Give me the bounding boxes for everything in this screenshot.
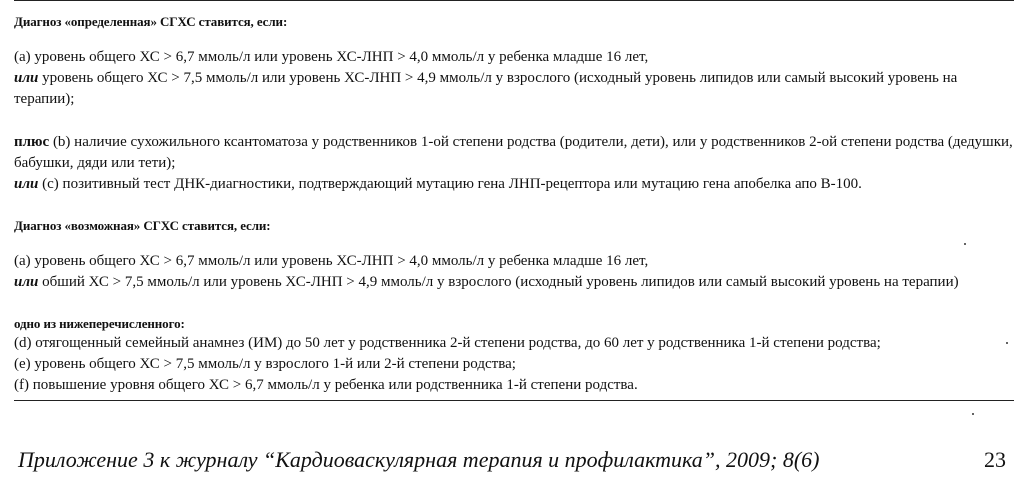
possible-diagnosis-heading: Диагноз «возможная» СГХС ставится, если:: [14, 218, 271, 233]
plus-word: плюс: [14, 134, 50, 150]
definite-criterion-adult-text: уровень общего ХС > 7,5 ммоль/л или уровень ХС-ЛНП > 4,9 ммоль/л у взрослого (исходный уровень липидов или самый высокий уровень на терапии);: [14, 70, 958, 107]
possible-criterion-adult-text: обший ХС > 7,5 ммоль/л или уровень ХС-ЛНП > 4,9 ммоль/л у взрослого (исходный уровень липидов или самый высокий уровень на терапии): [38, 274, 959, 290]
scan-speck: [964, 243, 966, 245]
one-of-following-heading: одно из нижеперечисленного:: [14, 316, 185, 331]
criterion-f: (f) повышение уровня общего ХС > 6,7 ммоль/л у ребенка или родственника 1-й степени родства.: [14, 377, 638, 393]
page-footer: [18, 445, 1018, 475]
criterion-e: (е) уровень общего ХС > 7,5 ммоль/л у взрослого 1-й или 2-й степени родства;: [14, 356, 516, 372]
definite-criterion-c-text: (с) позитивный тест ДНК-диагностики, подтверждающий мутацию гена ЛНП-рецептора или мутацию гена апобелка апо В-100.: [38, 176, 862, 192]
definite-criterion-b: [14, 132, 1014, 174]
page-number: 23: [984, 447, 1006, 472]
or-word: или: [14, 70, 39, 86]
possible-criterion-adult: [14, 272, 1014, 293]
definite-criterion-a: (а) уровень общего ХС > 6,7 ммоль/л или уровень ХС-ЛНП > 4,0 ммоль/л у ребенка младше 16 лет,: [14, 49, 649, 65]
definite-criterion-b-text: (b) наличие сухожильного ксантоматоза у родственников 1-ой степени родства (родители, дети), или у родственников 2-ой степени родства (дедушки, бабушки, дяди или тети);: [14, 134, 1013, 171]
scan-speck: [1006, 342, 1008, 344]
journal-citation: Приложение 3 к журналу “Кардиоваскулярная терапия и профилактика”, 2009; 8(6): [18, 447, 820, 472]
criteria-box: [14, 0, 1014, 401]
definite-criterion-c: [14, 174, 1014, 195]
definite-criterion-adult: [14, 68, 1014, 110]
scan-speck: [972, 413, 974, 415]
or-word: или: [14, 274, 39, 290]
possible-criterion-a: (а) уровень общего ХС > 6,7 ммоль/л или уровень ХС-ЛНП > 4,0 ммоль/л у ребенка младше 16 лет,: [14, 253, 649, 269]
or-word: или: [14, 176, 39, 192]
criterion-d: (d) отягощенный семейный анамнез (ИМ) до 50 лет у родственника 2-й степени родства, до 60 лет у родственника 1-й степени родства;: [14, 335, 881, 351]
definite-diagnosis-heading: Диагноз «определенная» СГХС ставится, если:: [14, 14, 288, 29]
